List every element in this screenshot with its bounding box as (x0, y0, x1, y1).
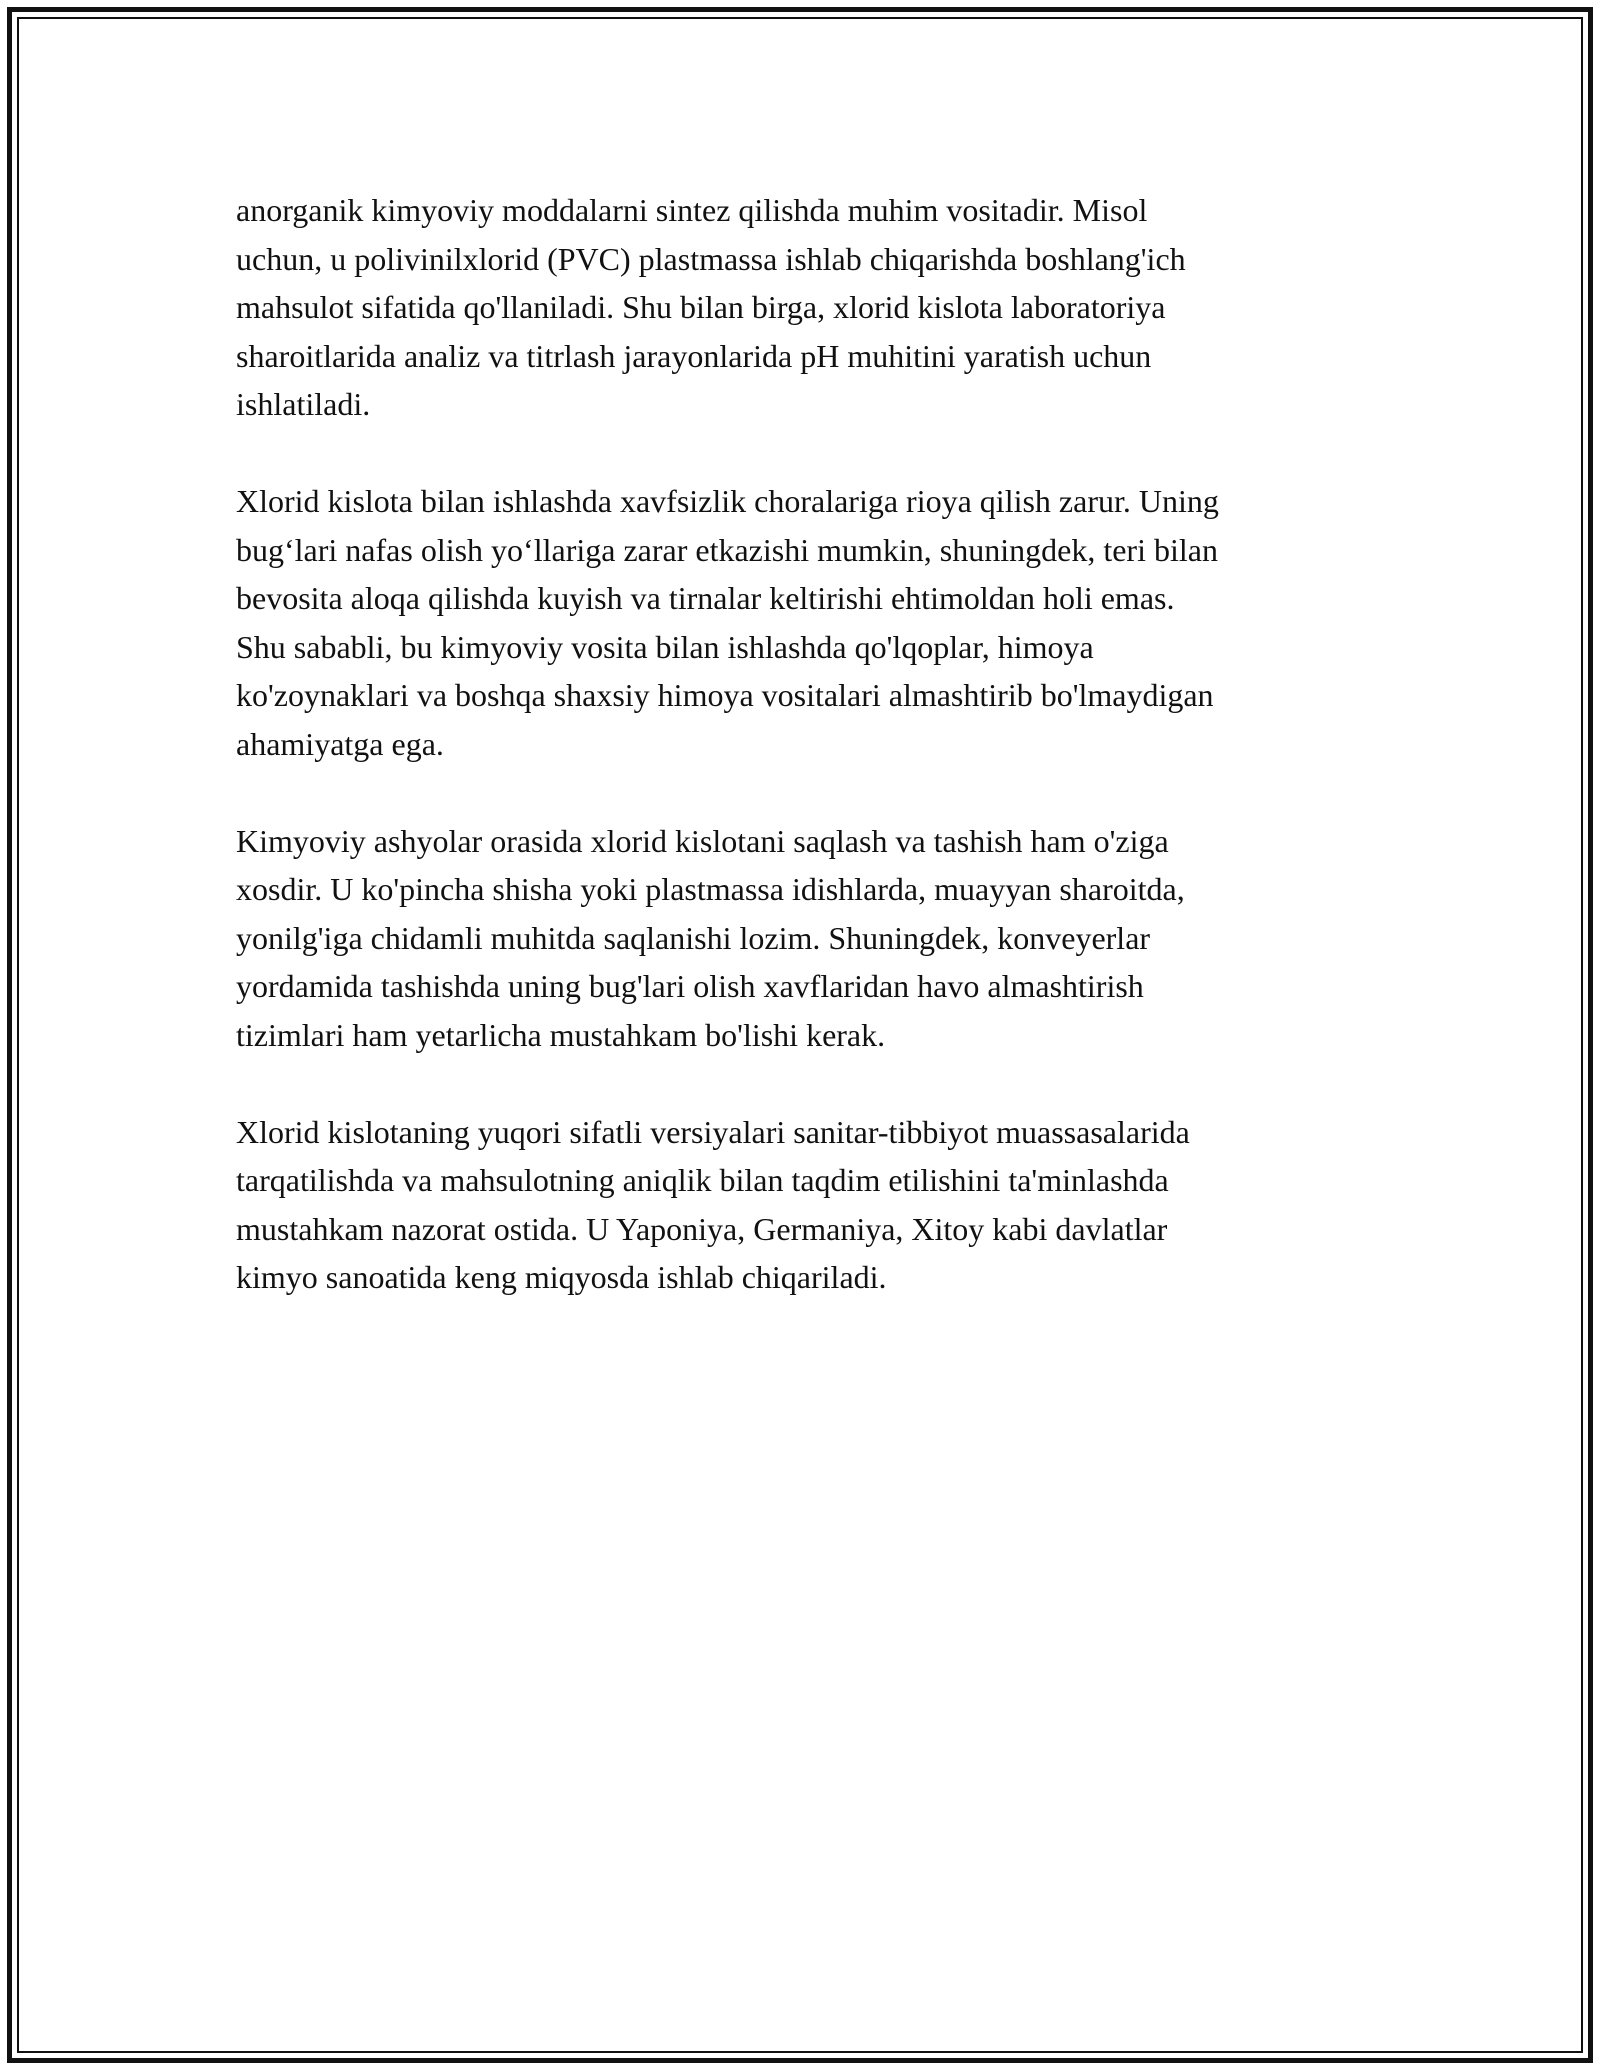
paragraph-quality-and-production (236, 1108, 1376, 1302)
document-body (236, 186, 1376, 1302)
text-line: Kimyoviy ashyolar orasida xlorid kislotani saqlash va tashish ham o'ziga (236, 822, 1169, 859)
text-line: ko'zoynaklari va boshqa shaxsiy himoya vositalari almashtirib bo'lmaydigan (236, 677, 1214, 713)
text-line: ahamiyatga ega. (236, 725, 444, 762)
text-line: bug‘lari nafas olish yo‘llariga zarar etkazishi mumkin, shuningdek, teri bilan (236, 531, 1218, 568)
text-line: Xlorid kislota bilan ishlashda xavfsizlik choralariga rioya qilish zarur. Uning (236, 483, 1219, 519)
paragraph-storage-and-transport (236, 817, 1376, 1060)
text-line: tizimlari ham yetarlicha mustahkam bo'lishi kerak. (236, 1016, 886, 1053)
text-line: mustahkam nazorat ostida. U Yaponiya, Germaniya, Xitoy kabi davlatlar (236, 1210, 1168, 1247)
text-line: bevosita aloqa qilishda kuyish va tirnalar keltirishi ehtimoldan holi emas. (236, 580, 1175, 616)
text-line: Xlorid kislotaning yuqori sifatli versiyalari sanitar-tibbiyot muassasalarida (236, 1113, 1190, 1150)
paragraph-safety-measures (236, 477, 1376, 768)
paragraph-pvc-and-lab-use (236, 186, 1376, 429)
text-line: uchun, u polivinilxlorid (PVC) plastmassa ishlab chiqarishda boshlang'ich (236, 240, 1186, 277)
text-line: Shu sababli, bu kimyoviy vosita bilan ishlashda qo'lqoplar, himoya (236, 628, 1094, 665)
text-line: tarqatilishda va mahsulotning aniqlik bilan taqdim etilishini ta'minlashda (236, 1162, 1169, 1198)
text-line: sharoitlarida analiz va titrlash jarayonlarida pH muhitini yaratish uchun (236, 337, 1152, 374)
text-line: xosdir. U ko'pincha shisha yoki plastmassa idishlarda, muayyan sharoitda, (236, 871, 1185, 907)
text-line: yordamida tashishda uning bug'lari olish xavflaridan havo almashtirish (236, 968, 1144, 1004)
text-line: yonilg'iga chidamli muhitda saqlanishi lozim. Shuningdek, konveyerlar (236, 919, 1151, 956)
text-line: ishlatiladi. (236, 386, 371, 422)
text-line: mahsulot sifatida qo'llaniladi. Shu bilan birga, xlorid kislota laboratoriya (236, 289, 1166, 325)
text-line: anorganik kimyoviy moddalarni sintez qilishda muhim vositadir. Misol (236, 192, 1148, 228)
text-line: kimyo sanoatida keng miqyosda ishlab chiqariladi. (236, 1259, 887, 1295)
